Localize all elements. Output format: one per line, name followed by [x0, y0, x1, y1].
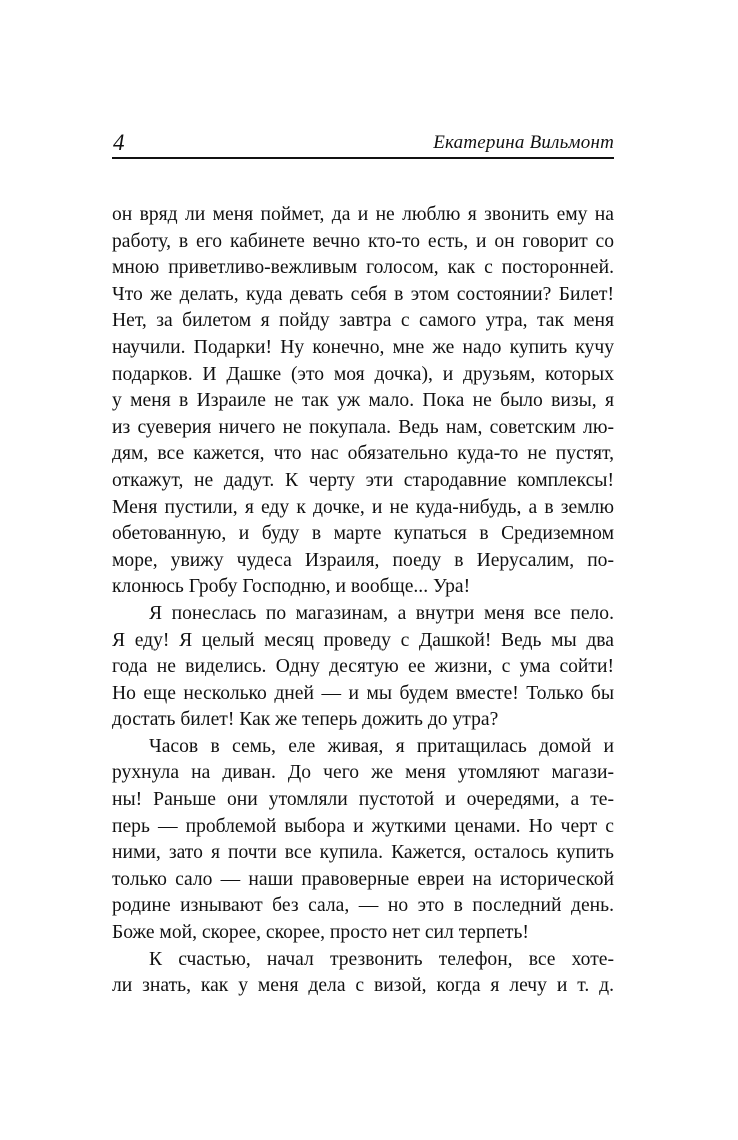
- text-line: Нет, за билетом я пойду завтра с самого утра, так меня: [112, 310, 614, 332]
- paragraph: [112, 202, 614, 601]
- text-line: Боже мой, скорее, скорее, просто нет сил терпеть!: [112, 922, 529, 944]
- text-line: рухнула на диван. До чего же меня утомляют магази-: [112, 762, 614, 784]
- page-number: 4: [113, 130, 125, 155]
- text-line: Я еду! Я целый месяц проведу с Дашкой! Ведь мы два: [112, 629, 614, 651]
- paragraph: [112, 601, 614, 734]
- paragraph: [112, 947, 614, 1000]
- text-line: обетованную, и буду в марте купаться в Средиземном: [112, 523, 614, 545]
- text-line: клонюсь Гробу Господню, и вообще... Ура!: [112, 576, 471, 598]
- text-line: научили. Подарки! Ну конечно, мне же надо купить кучу: [112, 336, 614, 358]
- text-line: перь — проблемой выбора и жуткими ценами. Но черт с: [112, 815, 614, 837]
- text-line: Меня пустили, я еду к дочке, и не куда-нибудь, а в землю: [112, 496, 614, 518]
- text-line: Часов в семь, еле живая, я притащилась домой и: [149, 735, 614, 757]
- text-line: из суеверия ничего не покупала. Ведь нам, советским лю-: [112, 416, 614, 438]
- text-line: года не виделись. Одну десятую ее жизни, с ума сойти!: [112, 656, 614, 678]
- text-line: откажут, не дадут. К черту эти стародавние комплексы!: [112, 469, 614, 491]
- author-name: Екатерина Вильмонт: [433, 132, 614, 153]
- body-text: [112, 202, 614, 1000]
- text-line: К счастью, начал трезвонить телефон, все хоте-: [149, 948, 614, 970]
- text-line: мною приветливо-вежливым голосом, как с посторонней.: [112, 257, 614, 279]
- text-line: у меня в Израиле не так уж мало. Пока не было визы, я: [112, 390, 614, 412]
- paragraph: [112, 734, 614, 947]
- text-line: только сало — наши правоверные евреи на исторической: [112, 868, 614, 890]
- text-line: Я понеслась по магазинам, а внутри меня все пело.: [149, 602, 614, 624]
- header-rule: [112, 157, 614, 159]
- text-line: дям, все кажется, что нас обязательно куда-то не пустят,: [112, 443, 614, 465]
- text-line: ними, зато я почти все купила. Кажется, осталось купить: [112, 842, 614, 864]
- text-line: подарков. И Дашке (это моя дочка), и друзьям, которых: [112, 363, 614, 385]
- text-line: море, увижу чудеса Израиля, поеду в Иерусалим, по-: [112, 549, 614, 571]
- text-line: достать билет! Как же теперь дожить до утра?: [112, 709, 499, 731]
- running-header: [112, 128, 614, 156]
- text-line: он вряд ли меня поймет, да и не люблю я звонить ему на: [112, 204, 614, 225]
- text-line: ли знать, как у меня дела с визой, когда я лечу и т. д.: [112, 975, 614, 997]
- text-line: родине изнывают без сала, — но это в последний день.: [112, 895, 614, 917]
- text-line: Что же делать, куда девать себя в этом состоянии? Билет!: [112, 283, 614, 305]
- text-line: работу, в его кабинете вечно кто-то есть, и он говорит со: [112, 230, 614, 252]
- text-line: ны! Раньше они утомляли пустотой и очередями, а те-: [112, 789, 614, 811]
- text-line: Но еще несколько дней — и мы будем вместе! Только бы: [112, 682, 614, 704]
